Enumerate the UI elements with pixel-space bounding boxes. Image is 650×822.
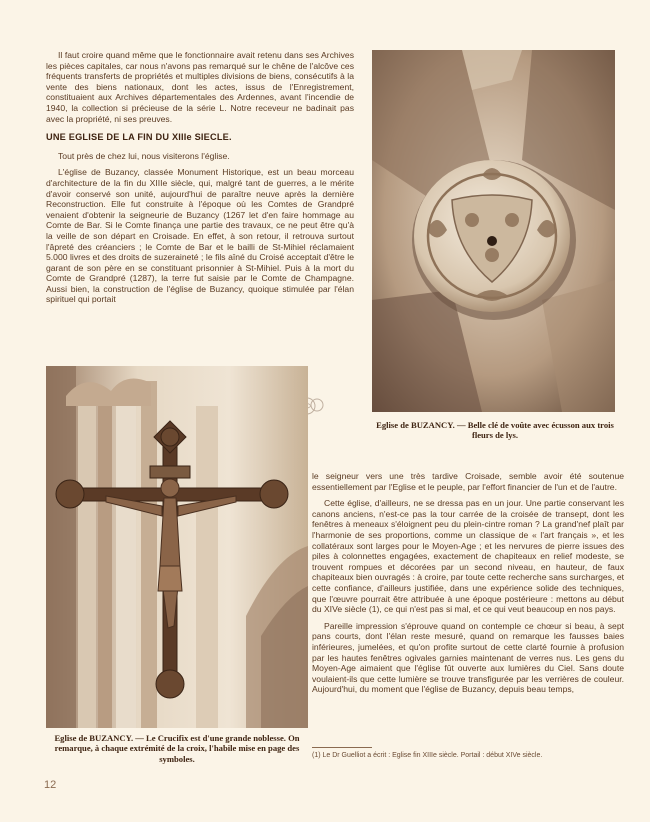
footnote-divider bbox=[312, 747, 372, 748]
keystone-caption: Eglise de BUZANCY. — Belle clé de voûte avec écusson aux trois fleurs de lys. bbox=[376, 420, 614, 441]
footnote: (1) Le Dr Guelliot a écrit : Eglise fin XIIIe siècle. Portail : début XIVe siècle. bbox=[312, 752, 543, 759]
crucifix-caption: Eglise de BUZANCY. — Le Crucifix est d'une grande noblesse. On remarque, à chaque extrémité de la croix, l'habile mise en page des symboles. bbox=[54, 733, 300, 764]
paragraph: L'église de Buzancy, classée Monument Historique, est un beau morceau d'architecture de la fin du XIIIe siècle, qui, malgré tant de guerres, a le mérite d'avoir conservé son unité, aujourd'hui de paraître neuve après la dernière Reconstruction. Elle fut construite à l'époque où les Comtes de Grandpré venaient d'obtenir la seigneurie de Buzancy (1267 let d'en faire hommage au Comte de Bar. Si le Comte finança une partie des travaux, ce ne peut être qu'à la veille de son départ en Croisade. En effet, à son retour, il retrouva surtout l'âpreté des créanciers ; le Comte de Bar et le bailli de St-Mihiel réclamaient 5.000 livres et des droits de suzeraineté ; le fils aîné du Croisé acceptait d'être le garant de son père en se constituant prisonnier à St-Mihiel. Puis à la mort du Comte de Grandpré (1287), la terre fut saisie par le Comte de Champagne. Aussi bien, la construction de l'église de Buzancy, quoique stimulée par l'élan spirituel qui portait bbox=[46, 167, 354, 305]
left-column-text bbox=[46, 50, 354, 311]
section-heading: UNE EGLISE DE LA FIN DU XIIIe SIECLE. bbox=[46, 132, 232, 143]
keystone-photo bbox=[372, 50, 615, 412]
paragraph: Tout près de chez lui, nous visiterons l'église. bbox=[58, 150, 230, 161]
right-column-text bbox=[312, 471, 624, 701]
crucifix-photo bbox=[46, 366, 308, 728]
paragraph: le seigneur vers une très tardive Croisade, semble avoir été soutenue essentiellement par l'Eglise et le peuple, par l'effort financier de l'un et de l'autre. bbox=[312, 471, 624, 492]
paragraph: Cette église, d'ailleurs, ne se dressa pas en un jour. Une partie conservant les canons anciens, n'est-ce pas la tour carrée de la croisée de transept, dont les fenêtres à meneaux s'éloignent peu du plein-cintre roman ? La grand'nef plaît par l'harmonie de ses proportions, comme un classique de « l'art français », et les collatéraux sont larges pour le Moyen-Age ; et les nervures de pierre issues des piles à colonnettes engagées, exactement de chapiteaux en relief modeste, se trouvent rompues et décorées par un second niveau, en hauteur, de faux chapiteaux bien ouvragés : à croire, par toute cette recherche sans surcharges, et cette confiance, d'ailleurs justifiée, dans une expérience solide des techniques, que l'œuvre pourrait être attribuée à une époque postérieure : mettons au début du XIVe siècle (1), ce qui n'est pas si mal, et ce qui veut beaucoup en nos pays. bbox=[312, 498, 624, 615]
page-number: 12 bbox=[44, 779, 57, 791]
paragraph: Pareille impression s'éprouve quand on contemple ce chœur si beau, à sept pans courts, dont l'élan reste mesuré, quand on remarque les fausses baies inférieures, jumelées, et qu'on profite surtout de cette clarté fournie à profusion par les hautes fenêtres ogivales garnies maintenant de verres nus. Les gens du Moyen-Age aimaient que l'église fût ouverte aux lumières du Ciel. Sans doute voulaient-ils que cette lumière se trouve transfigurée par les verrières de couleur. Aujourd'hui, du moment que l'église de Buzancy, depuis beau temps, bbox=[312, 620, 624, 695]
paragraph: Il faut croire quand même que le fonctionnaire avait retenu dans ses Archives les pièces capitales, car nous n'avons pas remarqué sur le chêne de l'alcôve ces fréquents transferts de propriétés et multiples divisions de biens, consécutifs à la vente des biens nationaux, dont les actes, issus de l'Enregistrement, constituaient aux Archives départementales des Ardennes, avant l'incendie de 1940, la collection si précieuse de la série L. Notre receveur ne badinait pas avec la propriété, ni ses preuves. bbox=[46, 50, 354, 124]
